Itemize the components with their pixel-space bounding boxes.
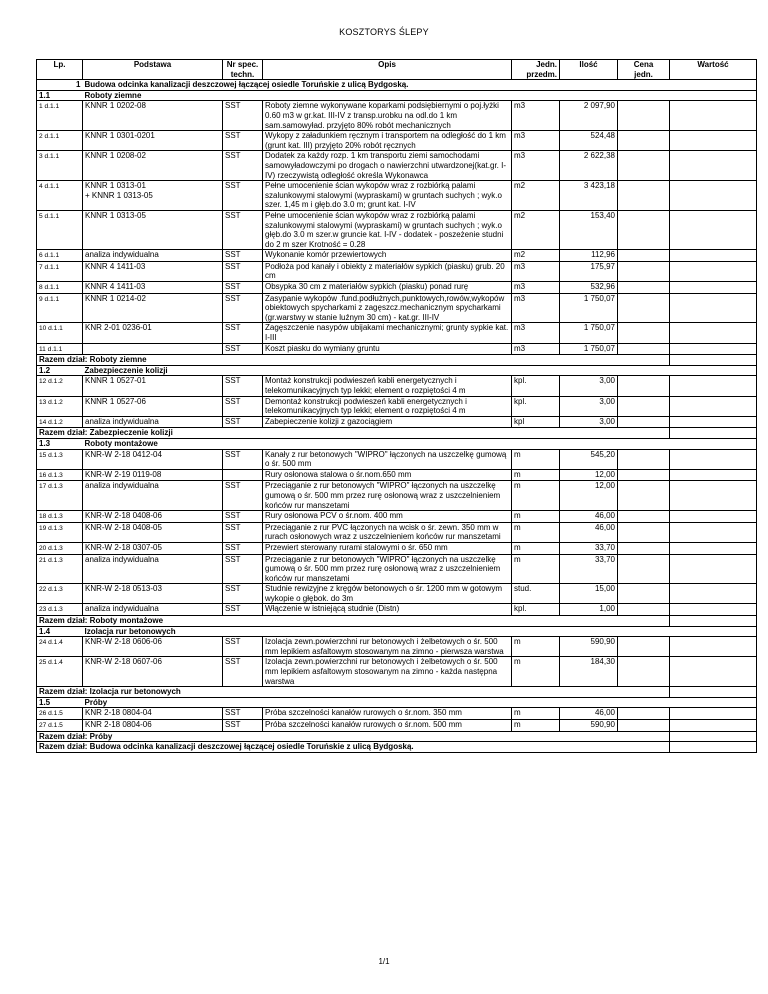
item-spec: SST xyxy=(223,542,263,554)
item-spec: SST xyxy=(223,131,263,151)
table-row xyxy=(37,584,757,604)
header-ilosc: Ilość xyxy=(560,60,618,80)
section-title: Roboty ziemne xyxy=(83,90,757,101)
item-podstawa: KNNR 1 0313-05 xyxy=(83,210,223,249)
item-opis: Próba szczelności kanałów rurowych o śr.nom. 350 mm xyxy=(263,708,512,720)
item-podstawa: KNNR 1 0214-02 xyxy=(83,293,223,323)
item-wartosc xyxy=(670,261,757,281)
item-ilosc: 15,00 xyxy=(560,584,618,604)
table-row xyxy=(37,604,757,616)
item-opis: Przewiert sterowany rurami stalowymi o śr. 650 mm xyxy=(263,542,512,554)
table-body xyxy=(37,80,757,753)
item-podstawa: KNR 2-18 0804-04 xyxy=(83,708,223,720)
section-number: 1.3 xyxy=(37,438,83,449)
section-title: Izolacja rur betonowych xyxy=(83,626,757,637)
page-number: 1/1 xyxy=(378,957,390,966)
item-lp: 20 d.1.3 xyxy=(37,542,83,554)
item-lp: 5 d.1.1 xyxy=(37,210,83,249)
item-lp: 19 d.1.3 xyxy=(37,522,83,542)
item-cena xyxy=(618,481,670,511)
item-ilosc: 524,48 xyxy=(560,131,618,151)
section-summary-label: Razem dział: Roboty montażowe xyxy=(37,616,670,627)
item-opis: Przeciąganie z rur betonowych "WIPRO" łączonych na uszczelkę gumową o śr. 500 mm przez rurę osłonową wraz z uszczelnieniem końców rur manszetami xyxy=(263,481,512,511)
item-wartosc xyxy=(670,522,757,542)
item-ilosc: 590,90 xyxy=(560,720,618,732)
item-ilosc: 33,70 xyxy=(560,542,618,554)
item-spec: SST xyxy=(223,282,263,294)
item-cena xyxy=(618,469,670,481)
item-opis: Rury osłonowa stalowa o śr.nom.650 mm xyxy=(263,469,512,481)
table-row xyxy=(37,481,757,511)
item-cena xyxy=(618,511,670,523)
division-row xyxy=(37,80,757,91)
header-jedn: Jedn. przedm. xyxy=(512,60,560,80)
item-opis: Izolacja zewn.powierzchni rur betonowych i żelbetowych o śr. 500 mm lepikiem asfaltowym stosowanym na zimno - pierwsza warstwa xyxy=(263,637,512,657)
item-spec: SST xyxy=(223,554,263,584)
item-lp: 23 d.1.3 xyxy=(37,604,83,616)
item-ilosc: 1 750,07 xyxy=(560,343,618,355)
item-cena xyxy=(618,261,670,281)
section-summary xyxy=(37,355,757,366)
section-summary-label: Razem dział: Próby xyxy=(37,731,670,742)
section-summary-label: Razem dział: Roboty ziemne xyxy=(37,355,670,366)
grand-total-value xyxy=(670,742,757,753)
section-header xyxy=(37,90,757,101)
section-number: 1.2 xyxy=(37,365,83,376)
item-opis: Montaż konstrukcji podwieszeń kabli energetycznych i telekomunikacyjnych typ lekki; element o rozpiętości 4 m xyxy=(263,376,512,396)
item-cena xyxy=(618,522,670,542)
item-opis: Kanały z rur betonowych "WIPRO" łączonych na uszczelkę gumową o śr. 500 mm xyxy=(263,449,512,469)
item-podstawa: KNNR 1 0208-02 xyxy=(83,151,223,181)
header-cena: Cena jedn. xyxy=(618,60,670,80)
table-row xyxy=(37,131,757,151)
item-spec: SST xyxy=(223,250,263,262)
section-summary xyxy=(37,687,757,698)
section-summary-label: Razem dział: Izolacja rur betonowych xyxy=(37,687,670,698)
item-lp: 1 d.1.1 xyxy=(37,101,83,131)
section-summary-value xyxy=(670,428,757,439)
item-wartosc xyxy=(670,282,757,294)
item-spec: SST xyxy=(223,210,263,249)
item-spec: SST xyxy=(223,323,263,343)
item-jedn: m3 xyxy=(512,293,560,323)
item-spec: SST xyxy=(223,181,263,211)
item-podstawa: analiza indywidualna xyxy=(83,250,223,262)
item-wartosc xyxy=(670,131,757,151)
table-row xyxy=(37,151,757,181)
item-ilosc: 46,00 xyxy=(560,511,618,523)
item-cena xyxy=(618,708,670,720)
item-spec: SST xyxy=(223,584,263,604)
item-spec: SST xyxy=(223,481,263,511)
item-cena xyxy=(618,584,670,604)
item-podstawa: KNNR 4 1411-03 xyxy=(83,282,223,294)
table-row xyxy=(37,323,757,343)
item-lp: 10 d.1.1 xyxy=(37,323,83,343)
item-jedn: kpl. xyxy=(512,604,560,616)
item-podstawa: KNNR 1 0313-01 + KNNR 1 0313-05 xyxy=(83,181,223,211)
item-podstawa: KNR 2-01 0236-01 xyxy=(83,323,223,343)
item-cena xyxy=(618,720,670,732)
item-opis: Koszt piasku do wymiany gruntu xyxy=(263,343,512,355)
item-lp: 7 d.1.1 xyxy=(37,261,83,281)
section-summary-value xyxy=(670,731,757,742)
item-ilosc: 33,70 xyxy=(560,554,618,584)
item-cena xyxy=(618,449,670,469)
item-jedn: m3 xyxy=(512,261,560,281)
item-wartosc xyxy=(670,343,757,355)
item-jedn: m xyxy=(512,522,560,542)
item-cena xyxy=(618,542,670,554)
item-cena xyxy=(618,554,670,584)
item-ilosc: 12,00 xyxy=(560,481,618,511)
item-ilosc: 3,00 xyxy=(560,396,618,416)
item-jedn: kpl. xyxy=(512,396,560,416)
table-row xyxy=(37,396,757,416)
table-row xyxy=(37,637,757,657)
item-jedn: m2 xyxy=(512,210,560,249)
item-spec: SST xyxy=(223,293,263,323)
item-podstawa: KNR-W 2-18 0408-06 xyxy=(83,511,223,523)
item-wartosc xyxy=(670,210,757,249)
item-jedn: m xyxy=(512,657,560,687)
item-podstawa: KNNR 1 0301-0201 xyxy=(83,131,223,151)
item-opis: Pełne umocenienie ścian wykopów wraz z rozbiórką palami szalunkowymi stalowymi (wypraskami) w gruntach suchych ; wyk.o szer. 1,45 m i głęb.do 3.0 m; grunt kat. I-IV xyxy=(263,181,512,211)
item-opis: Rury osłonowa PCV o śr.nom. 400 mm xyxy=(263,511,512,523)
item-wartosc xyxy=(670,416,757,428)
item-podstawa: analiza indywidualna xyxy=(83,481,223,511)
item-cena xyxy=(618,343,670,355)
table-row xyxy=(37,250,757,262)
section-header xyxy=(37,697,757,708)
section-number: 1.4 xyxy=(37,626,83,637)
item-lp: 17 d.1.3 xyxy=(37,481,83,511)
item-wartosc xyxy=(670,101,757,131)
item-cena xyxy=(618,637,670,657)
grand-total-row xyxy=(37,742,757,753)
section-summary xyxy=(37,428,757,439)
item-opis: Wykonanie komór przewiertowych xyxy=(263,250,512,262)
item-podstawa: analiza indywidualna xyxy=(83,604,223,616)
item-lp: 14 d.1.2 xyxy=(37,416,83,428)
item-ilosc: 112,96 xyxy=(560,250,618,262)
item-spec: SST xyxy=(223,522,263,542)
item-ilosc: 3,00 xyxy=(560,376,618,396)
table-header xyxy=(37,60,757,80)
item-spec: SST xyxy=(223,720,263,732)
item-jedn: m2 xyxy=(512,250,560,262)
grand-total-label: Razem dział: Budowa odcinka kanalizacji deszczowej łączącej osiedle Toruńskie z ulicą Bydgoską. xyxy=(37,742,670,753)
item-podstawa: KNR-W 2-18 0513-03 xyxy=(83,584,223,604)
item-jedn: kpl. xyxy=(512,376,560,396)
item-wartosc xyxy=(670,293,757,323)
item-jedn: m xyxy=(512,449,560,469)
item-cena xyxy=(618,151,670,181)
division-title: Budowa odcinka kanalizacji deszczowej łączącej osiedle Toruńskie z ulicą Bydgoską. xyxy=(83,80,757,91)
item-cena xyxy=(618,416,670,428)
table-row xyxy=(37,376,757,396)
item-opis: Obsypka 30 cm z materiałów sypkich (piasku) ponad rurę xyxy=(263,282,512,294)
item-wartosc xyxy=(670,181,757,211)
item-ilosc: 545,20 xyxy=(560,449,618,469)
item-lp: 6 d.1.1 xyxy=(37,250,83,262)
item-podstawa: KNR-W 2-18 0606-06 xyxy=(83,637,223,657)
division-number: 1 xyxy=(37,80,83,91)
table-row xyxy=(37,720,757,732)
item-podstawa: KNNR 1 0527-06 xyxy=(83,396,223,416)
item-ilosc: 175,97 xyxy=(560,261,618,281)
item-wartosc xyxy=(670,376,757,396)
item-spec: SST xyxy=(223,343,263,355)
item-cena xyxy=(618,282,670,294)
table-row xyxy=(37,343,757,355)
item-spec: SST xyxy=(223,261,263,281)
item-jedn: m3 xyxy=(512,282,560,294)
item-ilosc: 1 750,07 xyxy=(560,293,618,323)
item-jedn: m xyxy=(512,637,560,657)
item-jedn: m3 xyxy=(512,323,560,343)
item-podstawa: KNR-W 2-18 0412-04 xyxy=(83,449,223,469)
table-row xyxy=(37,261,757,281)
item-ilosc: 3,00 xyxy=(560,416,618,428)
item-jedn: m3 xyxy=(512,131,560,151)
item-ilosc: 532,96 xyxy=(560,282,618,294)
item-podstawa: analiza indywidualna xyxy=(83,554,223,584)
item-jedn: m xyxy=(512,481,560,511)
item-opis: Zasypanie wykopów .fund.podłużnych,punktowych,rowów,wykopów obiektowych spycharkami z zagęszcz.mechanicznym spycharkami (gr.warstwy w stanie luźnym 30 cm) - kat.gr. III-IV xyxy=(263,293,512,323)
section-header xyxy=(37,626,757,637)
item-lp: 12 d.1.2 xyxy=(37,376,83,396)
item-wartosc xyxy=(670,542,757,554)
item-lp: 26 d.1.5 xyxy=(37,708,83,720)
item-cena xyxy=(618,376,670,396)
item-spec: SST xyxy=(223,101,263,131)
item-wartosc xyxy=(670,554,757,584)
item-opis: Przeciąganie z rur betonowych "WIPRO" łączonych na uszczelkę gumową o śr. 500 mm przez rurę osłonową wraz z uszczelnieniem końców rur manszetami xyxy=(263,554,512,584)
item-lp: 27 d.1.5 xyxy=(37,720,83,732)
section-number: 1.1 xyxy=(37,90,83,101)
item-cena xyxy=(618,101,670,131)
item-podstawa: KNR-W 2-19 0119-08 xyxy=(83,469,223,481)
item-ilosc: 2 097,90 xyxy=(560,101,618,131)
item-spec: SST xyxy=(223,376,263,396)
item-spec xyxy=(223,469,263,481)
cost-estimate-table xyxy=(36,59,757,753)
section-summary xyxy=(37,731,757,742)
table-row xyxy=(37,449,757,469)
item-jedn: stud. xyxy=(512,584,560,604)
item-podstawa: KNR-W 2-18 0408-05 xyxy=(83,522,223,542)
section-title: Próby xyxy=(83,697,757,708)
item-wartosc xyxy=(670,708,757,720)
item-lp: 16 d.1.3 xyxy=(37,469,83,481)
item-lp: 18 d.1.3 xyxy=(37,511,83,523)
item-wartosc xyxy=(670,396,757,416)
item-spec: SST xyxy=(223,511,263,523)
item-cena xyxy=(618,657,670,687)
section-header xyxy=(37,365,757,376)
item-wartosc xyxy=(670,250,757,262)
item-wartosc xyxy=(670,449,757,469)
item-ilosc: 184,30 xyxy=(560,657,618,687)
table-row xyxy=(37,293,757,323)
item-cena xyxy=(618,210,670,249)
item-cena xyxy=(618,181,670,211)
table-row xyxy=(37,708,757,720)
item-spec: SST xyxy=(223,396,263,416)
item-cena xyxy=(618,323,670,343)
item-spec: SST xyxy=(223,637,263,657)
item-jedn: m3 xyxy=(512,101,560,131)
header-nr-spec: Nr spec. techn. xyxy=(223,60,263,80)
item-spec: SST xyxy=(223,604,263,616)
section-summary-value xyxy=(670,616,757,627)
header-podstawa: Podstawa xyxy=(83,60,223,80)
item-cena xyxy=(618,250,670,262)
item-ilosc: 2 622,38 xyxy=(560,151,618,181)
item-spec: SST xyxy=(223,416,263,428)
item-jedn: kpl xyxy=(512,416,560,428)
item-cena xyxy=(618,396,670,416)
item-lp: 15 d.1.3 xyxy=(37,449,83,469)
item-ilosc: 1,00 xyxy=(560,604,618,616)
table-row xyxy=(37,210,757,249)
section-title: Zabezpieczenie kolizji xyxy=(83,365,757,376)
item-podstawa: KNNR 4 1411-03 xyxy=(83,261,223,281)
item-ilosc: 46,00 xyxy=(560,708,618,720)
item-lp: 22 d.1.3 xyxy=(37,584,83,604)
item-podstawa xyxy=(83,343,223,355)
item-opis: Przeciąganie z rur PVC łączonych na wcisk o śr. zewn. 350 mm w rurach osłonowych wraz z uszczelnieniem końców rur manszetami xyxy=(263,522,512,542)
item-wartosc xyxy=(670,584,757,604)
item-cena xyxy=(618,604,670,616)
item-opis: Włączenie w istniejącą studnie (Distn) xyxy=(263,604,512,616)
item-spec: SST xyxy=(223,657,263,687)
item-spec: SST xyxy=(223,151,263,181)
item-jedn: m2 xyxy=(512,181,560,211)
item-wartosc xyxy=(670,657,757,687)
item-podstawa: KNR-W 2-18 0307-05 xyxy=(83,542,223,554)
item-ilosc: 153,40 xyxy=(560,210,618,249)
header-wartosc: Wartość xyxy=(670,60,757,80)
table-row xyxy=(37,416,757,428)
section-summary-label: Razem dział: Zabezpieczenie kolizji xyxy=(37,428,670,439)
item-opis: Studnie rewizyjne z kręgów betonowych o śr. 1200 mm w gotowym wykopie o głębok. do 3m xyxy=(263,584,512,604)
item-opis: Izolacja zewn.powierzchni rur betonowych i żelbetowych o śr. 500 mm lepikiem asfaltowym stosowanym na zimno - każda następna warstwa xyxy=(263,657,512,687)
item-lp: 8 d.1.1 xyxy=(37,282,83,294)
item-opis: Pełne umocenienie ścian wykopów wraz z rozbiórką palami szalunkowymi stalowymi (wypraskami) w gruntach suchych ; wyk.o głęb.do 3.0 m szer.w gruncie kat. I-IV - dodatek - poszeżenie studni do 2 m szer Krotność = 0.28 xyxy=(263,210,512,249)
section-header xyxy=(37,438,757,449)
item-wartosc xyxy=(670,511,757,523)
item-cena xyxy=(618,293,670,323)
item-jedn: m xyxy=(512,542,560,554)
item-jedn: m xyxy=(512,708,560,720)
item-opis: Próba szczelności kanałów rurowych o śr.nom. 500 mm xyxy=(263,720,512,732)
item-jedn: m xyxy=(512,720,560,732)
table-row xyxy=(37,101,757,131)
item-lp: 3 d.1.1 xyxy=(37,151,83,181)
table-row xyxy=(37,554,757,584)
section-number: 1.5 xyxy=(37,697,83,708)
page-title: KOSZTORYS ŚLEPY xyxy=(339,27,429,37)
item-podstawa: analiza indywidualna xyxy=(83,416,223,428)
item-lp: 9 d.1.1 xyxy=(37,293,83,323)
item-spec: SST xyxy=(223,708,263,720)
item-lp: 4 d.1.1 xyxy=(37,181,83,211)
item-ilosc: 3 423,18 xyxy=(560,181,618,211)
item-lp: 11 d.1.1 xyxy=(37,343,83,355)
item-lp: 24 d.1.4 xyxy=(37,637,83,657)
item-wartosc xyxy=(670,469,757,481)
item-wartosc xyxy=(670,720,757,732)
section-summary-value xyxy=(670,687,757,698)
item-jedn: m3 xyxy=(512,151,560,181)
item-lp: 2 d.1.1 xyxy=(37,131,83,151)
table-row xyxy=(37,511,757,523)
item-ilosc: 1 750,07 xyxy=(560,323,618,343)
table-row xyxy=(37,282,757,294)
header-opis: Opis xyxy=(263,60,512,80)
item-wartosc xyxy=(670,323,757,343)
item-podstawa: KNNR 1 0527-01 xyxy=(83,376,223,396)
item-ilosc: 590,90 xyxy=(560,637,618,657)
item-jedn: m xyxy=(512,511,560,523)
item-opis: Roboty ziemne wykonywane koparkami podsiębiernymi o poj.łyżki 0.60 m3 w gr.kat. III-IV z transp.urobku na odl.do 1 km sam.samowyład. przyjęto 80% robót mechanicznych xyxy=(263,101,512,131)
item-lp: 13 d.1.2 xyxy=(37,396,83,416)
table-row xyxy=(37,522,757,542)
section-summary-value xyxy=(670,355,757,366)
item-opis: Dodatek za każdy rozp. 1 km transportu ziemi samochodami samowyładowczymi po drogach o nawierzchni utwardzonej(kat.gr. I-IV) rzeczywistą odległość określa Wykonawca xyxy=(263,151,512,181)
item-ilosc: 12,00 xyxy=(560,469,618,481)
item-opis: Zabepieczenie kolizji z gazociągiem xyxy=(263,416,512,428)
table-row xyxy=(37,542,757,554)
item-wartosc xyxy=(670,151,757,181)
item-cena xyxy=(618,131,670,151)
item-wartosc xyxy=(670,604,757,616)
item-opis: Zagęszczenie nasypów ubijakami mechanicznymi; grunty sypkie kat. I-III xyxy=(263,323,512,343)
header-lp: Lp. xyxy=(37,60,83,80)
item-ilosc: 46,00 xyxy=(560,522,618,542)
item-lp: 21 d.1.3 xyxy=(37,554,83,584)
item-jedn: m xyxy=(512,469,560,481)
item-opis: Wykopy z załadunkiem ręcznym i transportem na odległość do 1 km (grunt kat. III) przyjęto 20% robót ręcznych xyxy=(263,131,512,151)
table-row xyxy=(37,181,757,211)
item-wartosc xyxy=(670,481,757,511)
item-podstawa: KNNR 1 0202-08 xyxy=(83,101,223,131)
section-title: Roboty montażowe xyxy=(83,438,757,449)
item-lp: 25 d.1.4 xyxy=(37,657,83,687)
item-jedn: m xyxy=(512,554,560,584)
item-spec: SST xyxy=(223,449,263,469)
item-opis: Podłoża pod kanały i obiekty z materiałów sypkich (piasku) grub. 20 cm xyxy=(263,261,512,281)
item-wartosc xyxy=(670,637,757,657)
item-podstawa: KNR 2-18 0804-06 xyxy=(83,720,223,732)
section-summary xyxy=(37,616,757,627)
item-opis: Demontaż konstrukcji podwieszeń kabli energetycznych i telekomunikacyjnych typ lekki; element o rozpiętości 4 m xyxy=(263,396,512,416)
item-podstawa: KNR-W 2-18 0607-06 xyxy=(83,657,223,687)
table-row xyxy=(37,469,757,481)
item-jedn: m3 xyxy=(512,343,560,355)
table-row xyxy=(37,657,757,687)
